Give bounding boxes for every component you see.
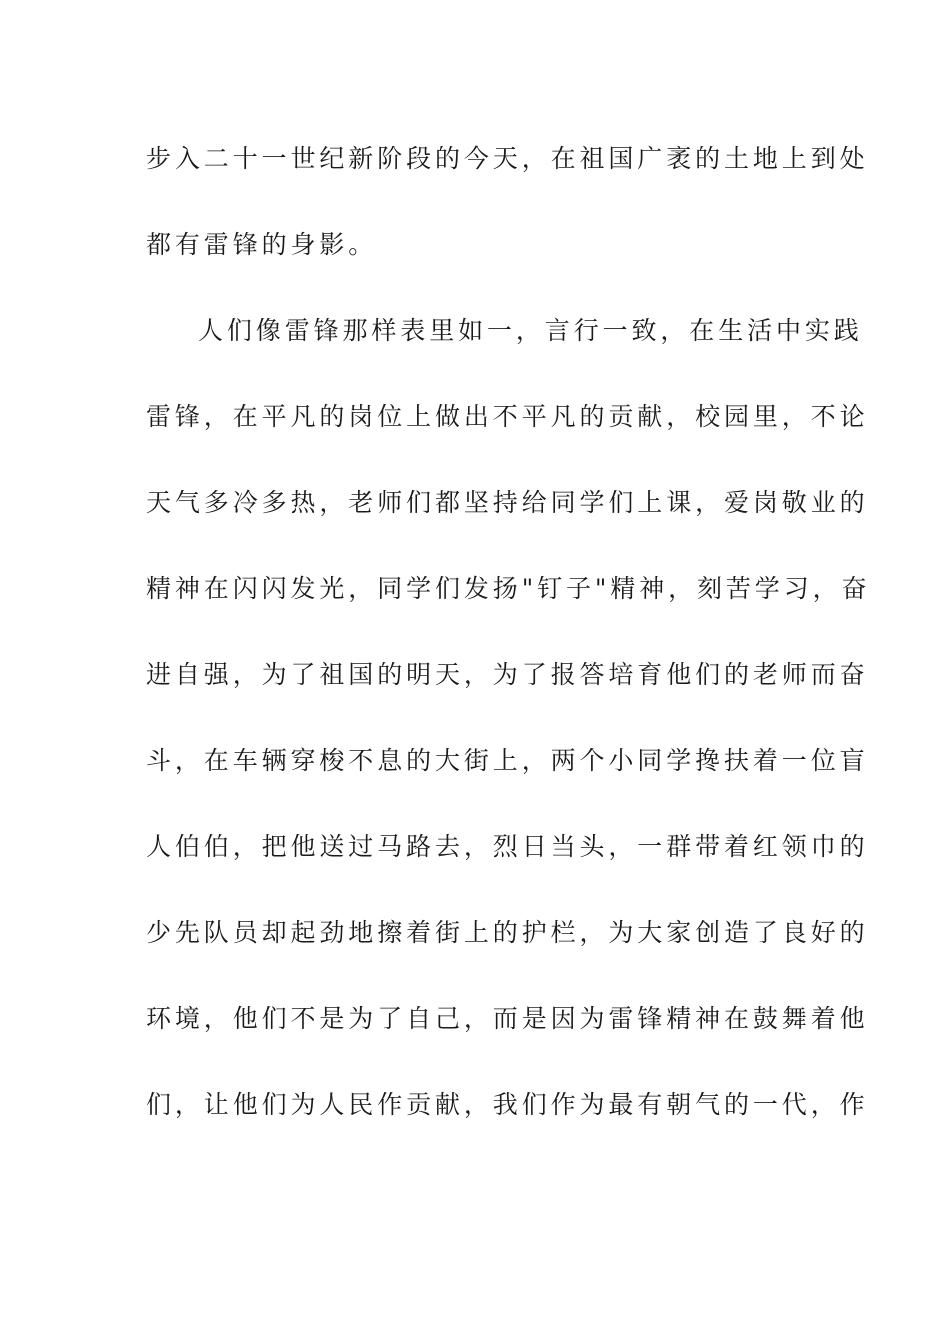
paragraph-2-line-2: 雷锋，在平凡的岗位上做出不平凡的贡献，校园里，不论: [146, 402, 869, 431]
paragraph-2-line-1: 人们像雷锋那样表里如一，言行一致，在生活中实践: [198, 316, 863, 345]
paragraph-1-line-2: 都有雷锋的身影。: [146, 230, 378, 259]
paragraph-2-line-10: 们，让他们为人民作贡献，我们作为最有朝气的一代，作: [146, 1090, 869, 1119]
paragraph-2-line-3: 天气多冷多热，老师们都坚持给同学们上课，爱岗敬业的: [146, 488, 869, 517]
paragraph-2-line-8: 少先队员却起劲地擦着街上的护栏，为大家创造了良好的: [146, 918, 869, 947]
paragraph-2-line-5: 进自强，为了祖国的明天，为了报答培育他们的老师而奋: [146, 660, 869, 689]
paragraph-2-line-7: 人伯伯，把他送过马路去，烈日当头，一群带着红领巾的: [146, 832, 869, 861]
paragraph-1-line-1: 步入二十一世纪新阶段的今天，在祖国广袤的土地上到处: [146, 144, 869, 173]
paragraph-2-line-4: 精神在闪闪发光，同学们发扬"钉子"精神，刻苦学习，奋: [146, 574, 871, 603]
paragraph-2-line-6: 斗，在车辆穿梭不息的大街上，两个小同学搀扶着一位盲: [146, 746, 869, 775]
paragraph-2-line-9: 环境，他们不是为了自己，而是因为雷锋精神在鼓舞着他: [146, 1004, 869, 1033]
